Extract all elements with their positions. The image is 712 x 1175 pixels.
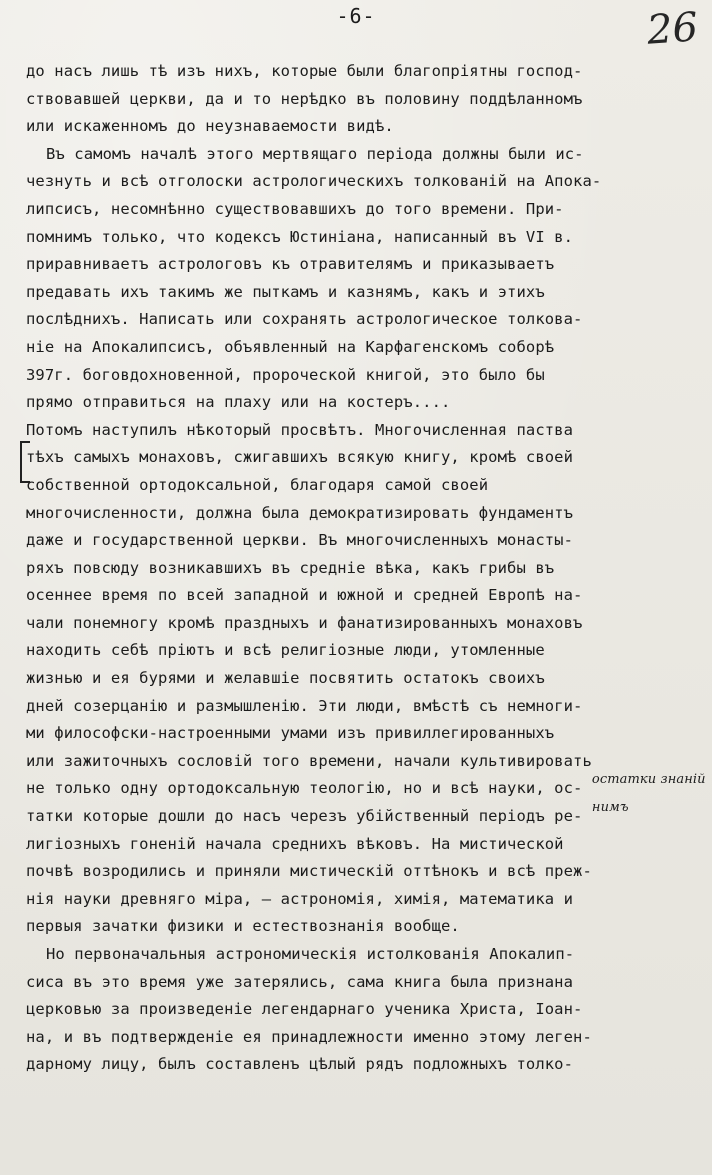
- text-line: дней созерцанію и размышленію. Эти люди, вмѣстѣ съ немноги-: [26, 696, 583, 715]
- text-line: дарному лицу, былъ составленъ цѣлый рядъ подложныхъ толко-: [26, 1055, 574, 1074]
- text-line: ніе на Апокалипсисъ, объявленный на Карфагенскомъ соборѣ: [26, 337, 555, 356]
- text-line: сиса въ это время уже затерялись, сама книга была признана: [26, 972, 574, 991]
- text-line: не только одну ортодоксальную теологію, но и всѣ науки, ос-: [26, 779, 583, 798]
- text-line: Но первоначальныя астрономическія истолкованія Апокалип-: [46, 945, 575, 963]
- text-line: лигіозныхъ гоненій начала среднихъ вѣковъ. На мистической: [26, 834, 564, 853]
- text-line: Въ самомъ началѣ этого мертвящаго періода должны были ис-: [46, 144, 584, 163]
- text-line: даже и государственной церкви. Въ многочисленныхъ монасты-: [26, 531, 574, 550]
- text-line: татки которые дошли до насъ черезъ убійственный періодъ ре-: [26, 807, 583, 826]
- text-line: ми философски-настроенными умами изъ привиллегированныхъ: [26, 724, 555, 743]
- text-line: на, и въ подтвержденіе ея принадлежности именно этому леген-: [26, 1027, 592, 1046]
- text-line: приравниваетъ астрологовъ къ отравителямъ и приказываетъ: [26, 255, 555, 274]
- text-line: осеннее время по всей западной и южной и средней Европѣ на-: [26, 586, 583, 605]
- handwritten-insert: нимъ: [591, 800, 629, 816]
- text-line: первыя зачатки физики и естествознанія вообще.: [26, 917, 460, 936]
- text-line: прямо отправиться на плаху или на костеръ....: [26, 393, 451, 412]
- text-line: собственной ортодоксальной, благодаря самой своей: [26, 475, 489, 494]
- archive-page-number: 26: [645, 4, 700, 54]
- handwritten-insert: остатки знаній: [591, 772, 706, 788]
- text-line: липсисъ, несомнѣнно существовавшихъ до того времени. При-: [26, 199, 564, 218]
- text-line: предавать ихъ такимъ же пыткамъ и казнямъ, какъ и этихъ: [26, 282, 545, 301]
- text-line: тѣхъ самыхъ монаховъ, сжигавшихъ всякую книгу, кромѣ своей: [26, 448, 574, 467]
- text-line: жизнью и ея бурями и желавшіе посвятить остатокъ своихъ: [26, 669, 545, 688]
- text-line: Потомъ наступилъ нѣкоторый просвѣтъ. Многочисленная паства: [26, 420, 574, 439]
- text-line-with-insert: [26, 772, 712, 803]
- text-line: 397г. боговдохновенной, пророческой книгой, это было бы: [26, 365, 545, 384]
- text-line: ряхъ повсюду возникавшихъ въ средніе вѣка, какъ грибы въ: [26, 558, 555, 577]
- text-line: почвѣ возродились и приняли мистическій оттѣнокъ и всѣ преж-: [26, 862, 592, 881]
- text-line: до насъ лишь тѣ изъ нихъ, которые были благопріятны господ-: [26, 62, 583, 80]
- text-line: или зажиточныхъ сословій того времени, начали культивировать: [26, 751, 592, 770]
- text-line: многочисленности, должна была демократизировать фундаментъ: [26, 503, 574, 522]
- text-line-with-insert: [26, 800, 712, 831]
- text-line: послѣднихъ. Написать или сохранять астрологическое толкова-: [26, 310, 583, 329]
- typewritten-text: [26, 58, 712, 1079]
- text-line: церковью за произведеніе легендарнаго ученика Христа, Іоан-: [26, 1000, 583, 1019]
- page-number: -6-: [336, 4, 376, 28]
- text-line: находить себѣ пріютъ и всѣ религіозные люди, утомленные: [26, 641, 545, 660]
- text-line: чезнуть и всѣ отголоски астрологическихъ толкованій на Апока-: [26, 172, 602, 191]
- text-line: ствовавшей церкви, да и то нерѣдко въ половину поддѣланномъ: [26, 89, 583, 108]
- text-line: или искаженномъ до неузнаваемости видѣ.: [26, 117, 394, 136]
- text-line: нія науки древняго міра, — астрономія, химія, математика и: [26, 889, 574, 908]
- text-line: помнимъ только, что кодексъ Юстиніана, написанный въ VI в.: [26, 227, 574, 246]
- text-line: чали понемногу кромѣ праздныхъ и фанатизированныхъ монаховъ: [26, 613, 583, 632]
